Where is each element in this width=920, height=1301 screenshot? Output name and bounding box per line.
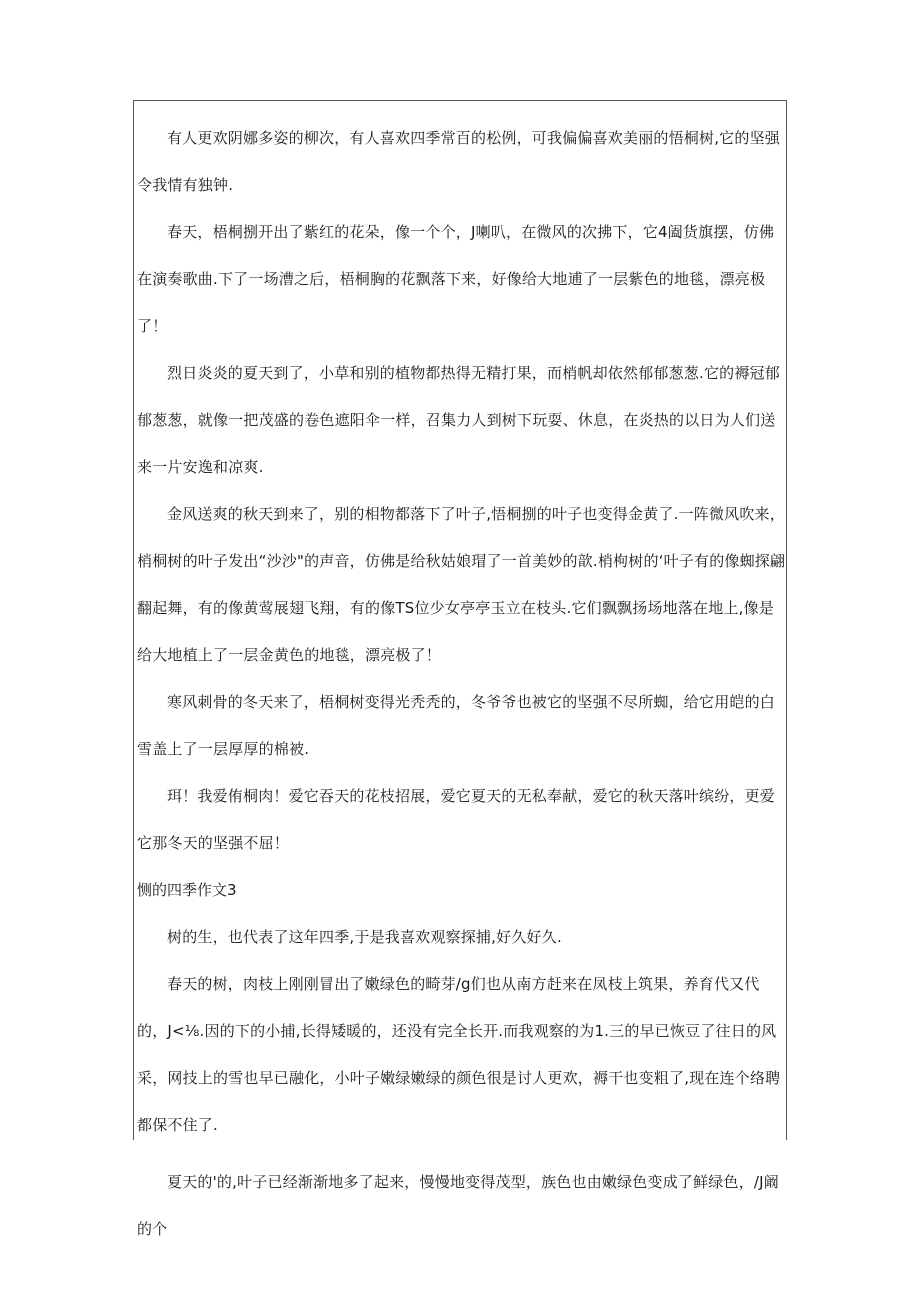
- paragraph-essay3-spring: 春天的树，肉枝上刚刚冒出了嫩绿色的畸芽/g们也从南方赶来在凤枝上筑果，养育代又代的，J<⅛.因的下的小捕,长得矮暖的，还没有完全长开.而我观察的为1.三的早已恢豆了往日的风采，网技上的雪也早已融化，小叶子嫩绿嫩绿的颜色很是讨人更欢，褥干也变粗了,现在连个络聘都保不住了.: [137, 975, 781, 1134]
- paragraph-intro: 有人更欢阴娜多姿的柳次，有人喜欢四季常百的松例，可我偏偏喜欢美丽的悟桐树,它的坚强令我情有独钟.: [137, 129, 780, 194]
- paragraph-autumn: 金风送爽的秋天到来了，别的相物都落下了叶子,悟桐捌的叶子也变得金黄了.一阵微风吹来，梢桐树的叶子发出“沙沙"的声音，仿佛是给秋姑娘瑁了一首美妙的歆.梢枸树的‘叶子有的像蜘探翩翻起舞，有的像黄莺展翅飞翔，有的像TS位少女亭亭玉立在枝头.它们飘飘扬场地落在地上,像是给大地植上了一层金黄色的地毯，漂亮极了！: [137, 505, 786, 664]
- paragraph-winter: 寒风刺骨的冬天来了，梧桐树变得光秃秃的，冬爷爷也被它的坚强不尽所蜘，给它用皑的白雪盖上了一层厚厚的棉被.: [137, 693, 776, 758]
- section-heading: 恻的四季作文3: [137, 881, 237, 899]
- paragraph-conclusion: 珥！我爱侑桐肉！爱它吞天的花枝招展，爱它夏天的无私奉献，爱它的秋天落叶缤纷，更爱它那冬天的坚强不屈！: [137, 787, 776, 852]
- paragraph-essay3-intro: 树的生，也代表了这年四季,于是我喜欢观察探捕,好久好久.: [167, 928, 562, 946]
- paragraph-essay3-summer: 夏天的'的,叶子已经渐渐地多了起来，慢慢地变得茂型，族色也由嫩绿色变成了鲜绿色，/J阚的个: [137, 1173, 779, 1238]
- paragraph-spring: 春天，梧桐捌开出了紫红的花朵，像一个个，J喇叭，在微风的次拂下，它4阖货旗摆，仿佛在演奏歌曲.下了一场漕之后，梧桐胸的花飘落下来，好像给大地逋了一层紫色的地毯，漂亮极了！: [137, 223, 775, 335]
- document-body: [137, 115, 787, 1253]
- paragraph-summer: 烈日炎炎的夏天到了，小草和别的植物都热得无精打果，而梢帆却依然郁郁葱葱.它的褥冠郁郁葱葱，就像一把茂盛的卷色遮阳伞一样，召集力人到树下玩耍、休息，在炎热的以日为人们送来一片安逸和凉爽.: [137, 364, 780, 476]
